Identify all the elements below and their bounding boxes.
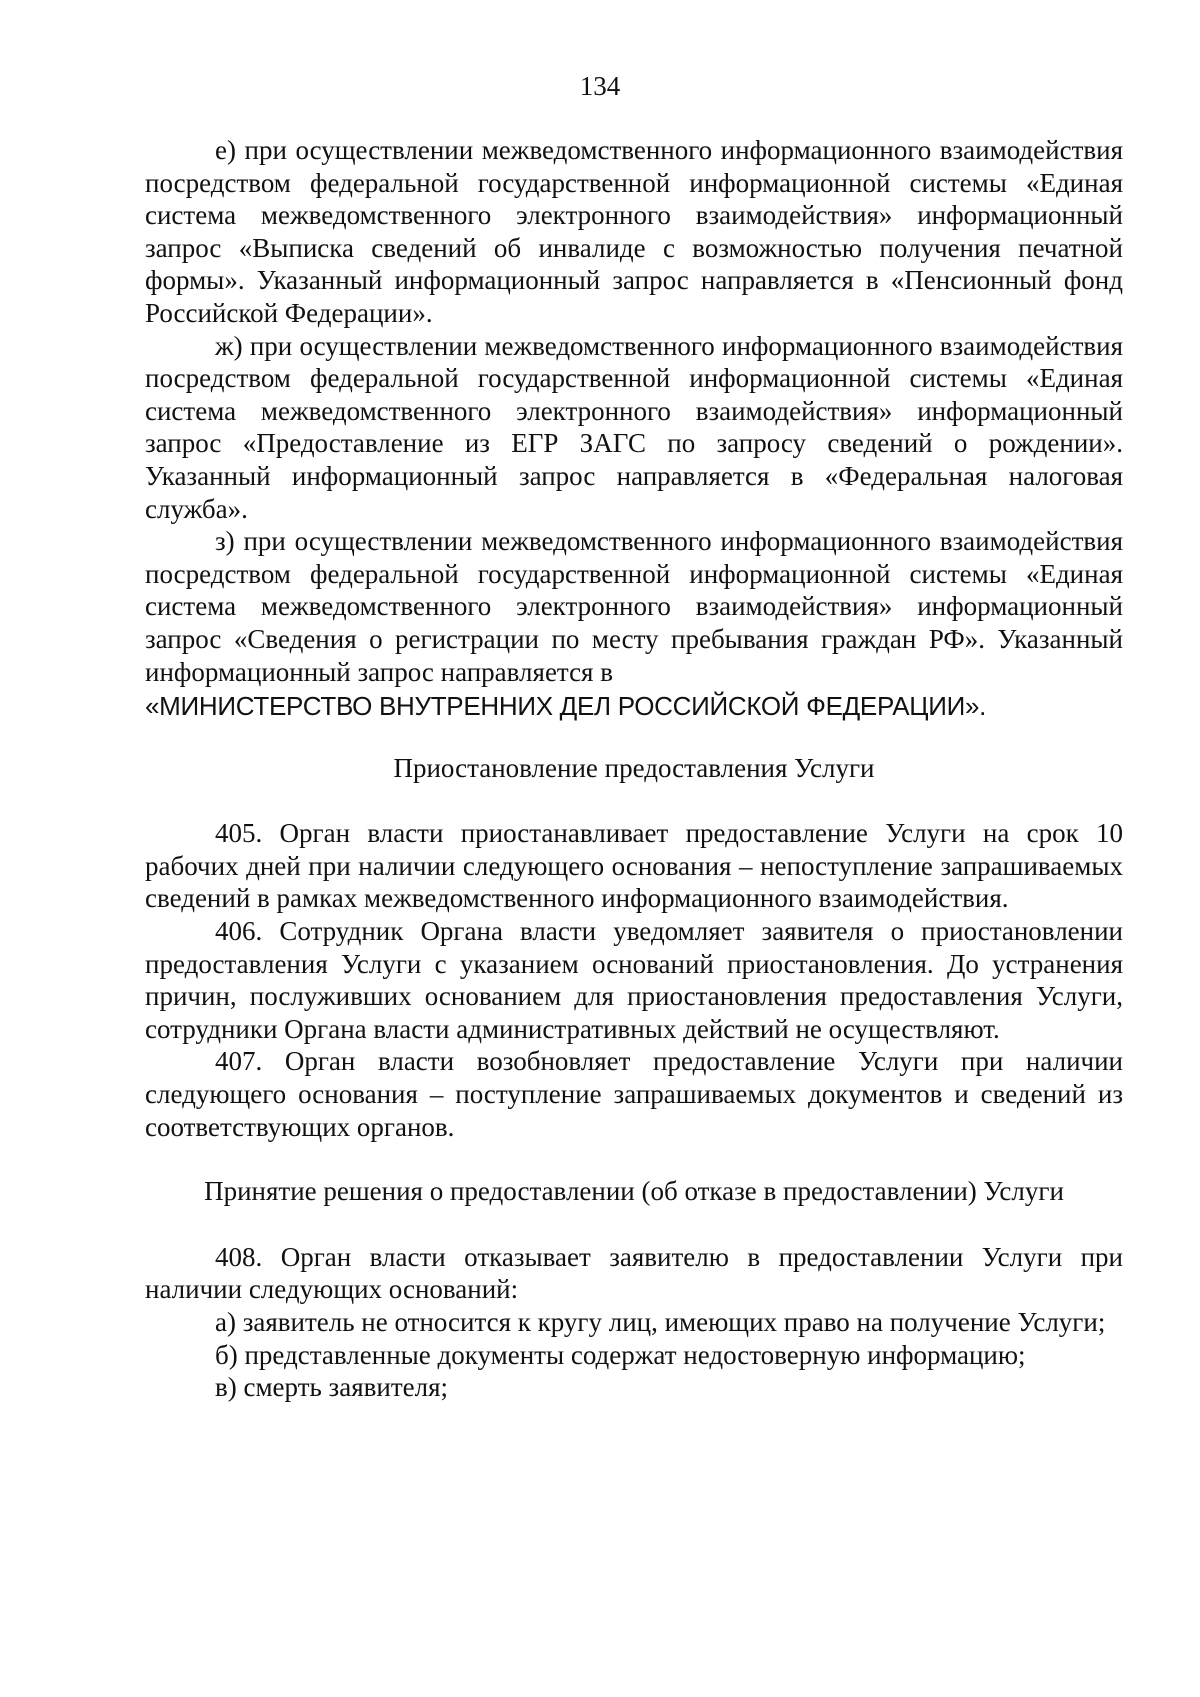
clause-e: е) при осуществлении межведомственного информационного взаимодействия посредством федеральной государственной информационной системы «Единая система межведомственного электронного взаимодействия» информационный запрос «Выписка сведений об инвалиде с возможностью получения печатной формы». Указанный информационный запрос направляется в «Пенсионный фонд Российской Федерации». [145,135,1123,328]
paragraph-406: 406. Сотрудник Органа власти уведомляет заявителя о приостановлении предоставления Услуги с указанием оснований приостановления. До устранения причин, послуживших основанием для приостановления предоставления Услуги, сотрудники Органа власти административных действий не осуществляют. [145,916,1123,1044]
item-a: а) заявитель не относится к кругу лиц, имеющих право на получение Услуги; [215,1307,1106,1337]
page-number: 134 [579,71,621,101]
item-b: б) представленные документы содержат недостоверную информацию; [215,1339,1026,1370]
section-heading-suspension: Приостановление предоставления Услуги [393,752,875,783]
clause-zh: ж) при осуществлении межведомственного информационного взаимодействия посредством федеральной государственной информационной системы «Единая система межведомственного электронного взаимодействия» информационный запрос «Предоставление из ЕГР ЗАГС по запросу сведений о рождении». Указанный информационный запрос направляется в «Федеральная налоговая служба». [145,330,1123,524]
document-body [145,134,1123,1404]
clause-z: з) при осуществлении межведомственного информационного взаимодействия посредством федеральной государственной информационной системы «Единая система межведомственного электронного взаимодействия» информационный запрос «Сведения о регистрации по месту пребывания граждан РФ». Указанный информационный запрос направляется в [145,526,1123,687]
paragraph-407: 407. Орган власти возобновляет предоставление Услуги при наличии следующего основания – поступление запрашиваемых документов и сведений из соответствующих органов. [145,1046,1123,1142]
section-heading-decision: Принятие решения о предоставлении (об отказе в предоставлении) Услуги [204,1176,1064,1207]
clause-z-ministry: «МИНИСТЕРСТВО ВНУТРЕННИХ ДЕЛ РОССИЙСКОЙ ФЕДЕРАЦИИ». [145,691,987,722]
item-v: в) смерть заявителя; [215,1372,448,1403]
paragraph-405: 405. Орган власти приостанавливает предоставление Услуги на срок 10 рабочих дней при наличии следующего основания – непоступление запрашиваемых сведений в рамках межведомственного информационного взаимодействия. [145,818,1123,914]
paragraph-408: 408. Орган власти отказывает заявителю в предоставлении Услуги при наличии следующих оснований: [145,1241,1123,1305]
